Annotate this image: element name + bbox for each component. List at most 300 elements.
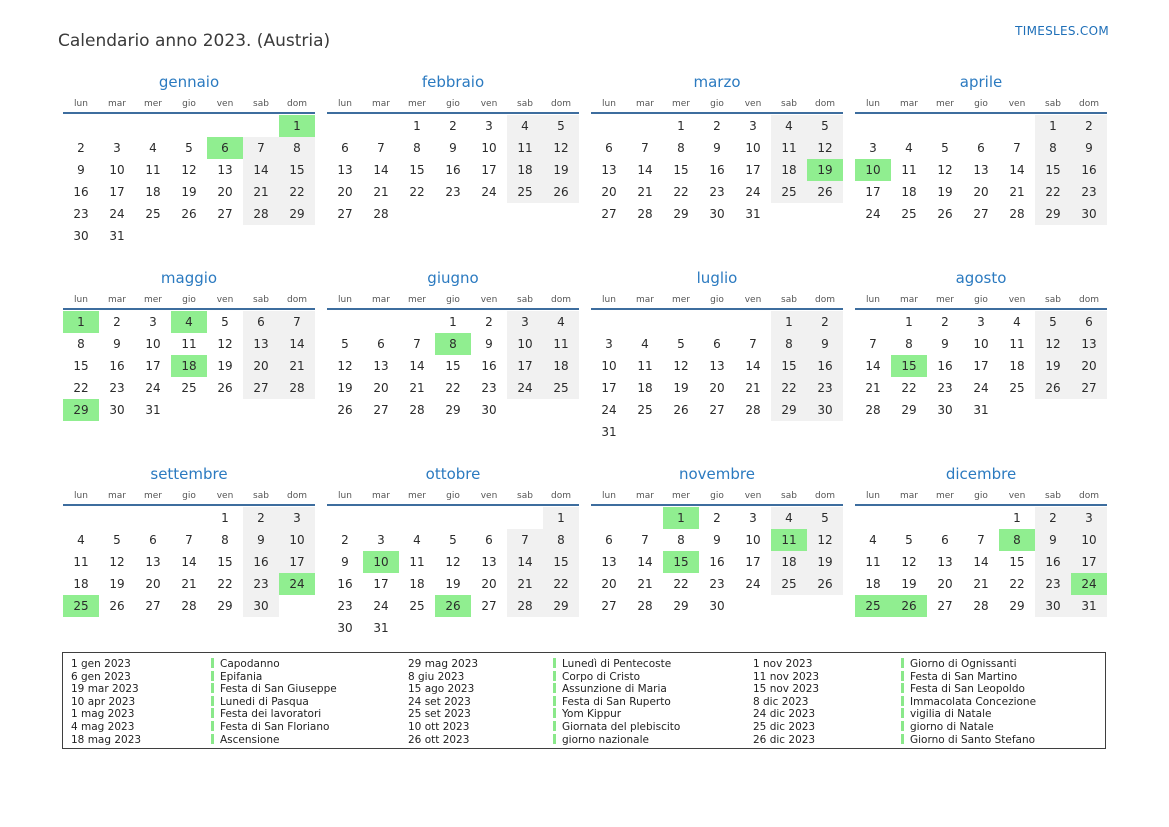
day-cell: 5 <box>449 533 457 547</box>
day-cell: 4 <box>77 533 85 547</box>
weekday-label: lun <box>338 99 352 109</box>
day-cell: 7 <box>977 533 985 547</box>
day-cell: 29 <box>901 403 917 417</box>
weekday-label: lun <box>602 99 616 109</box>
day-cell: 19 <box>543 159 579 181</box>
legend-date: 29 mag 2023 <box>408 658 479 670</box>
day-cell: 23 <box>1071 181 1107 203</box>
day-cell: 9 <box>1035 529 1071 551</box>
day-cell: 21 <box>745 381 761 395</box>
day-cell-holiday: 10 <box>855 159 891 181</box>
day-cell: 8 <box>221 533 229 547</box>
day-cell: 4 <box>1013 315 1021 329</box>
weekday-header <box>327 295 579 310</box>
day-cell: 4 <box>641 337 649 351</box>
day-cell: 29 <box>279 203 315 225</box>
day-cell: 4 <box>771 115 807 137</box>
day-cell: 17 <box>601 381 617 395</box>
day-cell: 12 <box>445 555 461 569</box>
weekday-label: mar <box>372 491 390 501</box>
day-grid <box>591 115 843 225</box>
day-cell: 24 <box>865 207 881 221</box>
day-cell: 3 <box>113 141 121 155</box>
day-cell: 9 <box>243 529 279 551</box>
day-cell: 8 <box>543 529 579 551</box>
day-cell: 29 <box>217 599 233 613</box>
day-cell: 7 <box>413 337 421 351</box>
legend-holiday-name: Giornata del plebiscito <box>553 721 753 734</box>
empty-cell <box>327 115 363 137</box>
day-cell: 25 <box>1009 381 1025 395</box>
weekday-label: sab <box>517 491 533 501</box>
day-cell: 21 <box>507 573 543 595</box>
empty-cell <box>363 115 399 137</box>
day-cell: 16 <box>937 359 953 373</box>
day-grid <box>327 311 579 421</box>
day-cell: 14 <box>745 359 761 373</box>
weekday-header <box>591 491 843 506</box>
empty-cell <box>999 115 1035 137</box>
day-cell: 24 <box>973 381 989 395</box>
day-cell: 9 <box>77 163 85 177</box>
day-cell: 15 <box>673 163 689 177</box>
day-cell: 5 <box>807 115 843 137</box>
legend-group <box>408 658 753 748</box>
weekday-label: lun <box>866 99 880 109</box>
day-cell: 23 <box>709 185 725 199</box>
day-cell: 31 <box>373 621 389 635</box>
day-cell: 17 <box>145 359 161 373</box>
day-cell: 1 <box>1035 115 1071 137</box>
day-cell: 16 <box>243 551 279 573</box>
day-cell: 23 <box>445 185 461 199</box>
legend-date: 26 ott 2023 <box>408 733 470 746</box>
weekday-header <box>855 491 1107 506</box>
day-cell: 17 <box>481 163 497 177</box>
weekday-label: ven <box>216 491 234 501</box>
legend-date: 1 mag 2023 <box>71 708 135 721</box>
day-cell: 25 <box>771 573 807 595</box>
day-cell: 23 <box>337 599 353 613</box>
legend-green-bar <box>901 671 904 681</box>
legend-green-bar <box>553 658 556 668</box>
weekday-label: ven <box>1008 491 1026 501</box>
empty-cell <box>471 507 507 529</box>
day-cell: 28 <box>745 403 761 417</box>
day-cell: 13 <box>937 555 953 569</box>
day-cell: 15 <box>1035 159 1071 181</box>
empty-cell <box>963 507 999 529</box>
day-cell: 8 <box>1035 137 1071 159</box>
day-cell: 30 <box>243 595 279 617</box>
legend-holiday-name: Assunzione di Maria <box>553 683 753 696</box>
legend-green-bar <box>211 721 214 731</box>
day-cell: 2 <box>807 311 843 333</box>
empty-cell <box>891 115 927 137</box>
day-cell: 25 <box>145 207 161 221</box>
day-cell: 22 <box>217 577 233 591</box>
weekday-label: dom <box>551 99 571 109</box>
day-cell-holiday: 26 <box>435 595 471 617</box>
day-cell: 16 <box>109 359 125 373</box>
day-cell: 18 <box>73 577 89 591</box>
day-cell: 28 <box>637 207 653 221</box>
legend-holiday-name: Yom Kippur <box>553 708 753 721</box>
weekday-label: gio <box>710 295 724 305</box>
empty-cell <box>927 115 963 137</box>
day-cell: 28 <box>1009 207 1025 221</box>
day-cell: 26 <box>337 403 353 417</box>
day-cell: 18 <box>771 159 807 181</box>
month-title: marzo <box>693 73 741 91</box>
empty-cell <box>507 507 543 529</box>
empty-cell <box>327 311 363 333</box>
day-cell: 13 <box>243 333 279 355</box>
weekday-label: lun <box>74 295 88 305</box>
day-cell: 2 <box>1071 115 1107 137</box>
day-cell-holiday: 1 <box>663 507 699 529</box>
month-maggio <box>63 268 315 443</box>
day-cell: 19 <box>181 185 197 199</box>
day-grid <box>591 507 843 617</box>
empty-cell <box>243 115 279 137</box>
weekday-label: mer <box>407 491 426 501</box>
day-cell: 22 <box>409 185 425 199</box>
weekday-label: dom <box>1079 491 1099 501</box>
weekday-label: lun <box>866 295 880 305</box>
day-cell: 23 <box>937 381 953 395</box>
weekday-label: dom <box>815 99 835 109</box>
day-cell: 4 <box>149 141 157 155</box>
day-cell: 4 <box>413 533 421 547</box>
day-grid <box>63 507 315 617</box>
month-title: luglio <box>696 269 738 287</box>
day-cell: 17 <box>865 185 881 199</box>
day-cell: 2 <box>77 141 85 155</box>
month-title: novembre <box>679 465 755 483</box>
day-cell-holiday: 1 <box>279 115 315 137</box>
day-cell: 17 <box>109 185 125 199</box>
day-cell: 15 <box>445 359 461 373</box>
day-cell: 11 <box>637 359 653 373</box>
month-luglio <box>591 268 843 443</box>
empty-cell <box>699 311 735 333</box>
weekday-label: sab <box>781 295 797 305</box>
weekday-label: gio <box>974 295 988 305</box>
day-cell-holiday: 24 <box>279 573 315 595</box>
day-cell: 3 <box>377 533 385 547</box>
day-cell: 14 <box>409 359 425 373</box>
legend-date: 8 dic 2023 <box>753 695 809 708</box>
day-cell: 9 <box>113 337 121 351</box>
day-cell: 14 <box>243 159 279 181</box>
day-cell: 30 <box>709 599 725 613</box>
day-grid <box>855 507 1107 617</box>
day-cell: 5 <box>221 315 229 329</box>
day-cell: 3 <box>1071 507 1107 529</box>
day-cell: 10 <box>109 163 125 177</box>
legend-date: 15 ago 2023 <box>408 683 475 696</box>
day-cell: 21 <box>1009 185 1025 199</box>
day-cell: 5 <box>543 115 579 137</box>
day-cell: 6 <box>1071 311 1107 333</box>
legend-date: 1 gen 2023 <box>71 658 131 670</box>
month-gennaio <box>63 72 315 247</box>
weekday-label: sab <box>1045 491 1061 501</box>
day-cell: 20 <box>337 185 353 199</box>
legend-green-bar <box>211 696 214 706</box>
day-cell: 11 <box>73 555 89 569</box>
empty-cell <box>891 507 927 529</box>
day-grid <box>63 311 315 421</box>
legend-green-bar <box>553 683 556 693</box>
weekday-label: sab <box>781 491 797 501</box>
day-cell: 28 <box>243 203 279 225</box>
day-cell: 28 <box>637 599 653 613</box>
weekday-label: lun <box>338 491 352 501</box>
month-dicembre <box>855 464 1107 639</box>
day-cell: 5 <box>1035 311 1071 333</box>
day-cell: 22 <box>771 377 807 399</box>
day-cell-holiday: 4 <box>171 311 207 333</box>
month-title: gennaio <box>158 73 220 91</box>
day-cell: 18 <box>145 185 161 199</box>
day-cell: 8 <box>905 337 913 351</box>
empty-cell <box>399 507 435 529</box>
legend-holiday-name: Epifania <box>211 671 408 684</box>
legend-green-bar <box>211 671 214 681</box>
empty-cell <box>399 311 435 333</box>
day-cell: 9 <box>713 533 721 547</box>
weekday-label: lun <box>866 491 880 501</box>
day-cell: 31 <box>109 229 125 243</box>
weekday-label: ven <box>216 295 234 305</box>
day-cell: 7 <box>279 311 315 333</box>
day-cell: 27 <box>243 377 279 399</box>
legend-green-bar <box>211 734 214 744</box>
day-cell: 12 <box>543 137 579 159</box>
day-cell: 25 <box>507 181 543 203</box>
month-febbraio <box>327 72 579 247</box>
day-cell: 20 <box>217 185 233 199</box>
day-cell: 16 <box>481 359 497 373</box>
legend-date: 6 gen 2023 <box>71 670 131 683</box>
weekday-label: mer <box>935 491 954 501</box>
day-cell: 18 <box>1009 359 1025 373</box>
day-cell: 27 <box>1071 377 1107 399</box>
weekday-label: gio <box>974 99 988 109</box>
day-cell: 25 <box>637 403 653 417</box>
day-cell: 22 <box>445 381 461 395</box>
legend-date: 24 set 2023 <box>408 695 471 708</box>
day-cell: 30 <box>73 229 89 243</box>
day-cell: 7 <box>1013 141 1021 155</box>
day-cell: 19 <box>673 381 689 395</box>
day-cell: 19 <box>807 551 843 573</box>
legend-holiday-name: Festa di San Ruperto <box>553 696 753 709</box>
day-cell: 2 <box>713 511 721 525</box>
day-cell: 2 <box>243 507 279 529</box>
day-cell: 28 <box>409 403 425 417</box>
day-cell: 11 <box>865 555 881 569</box>
empty-cell <box>135 507 171 529</box>
legend-group <box>71 658 408 748</box>
month-title: settembre <box>150 465 228 483</box>
empty-cell <box>591 507 627 529</box>
empty-cell <box>627 311 663 333</box>
day-cell-holiday: 19 <box>807 159 843 181</box>
legend-holiday-name: Ascensione <box>211 734 408 747</box>
legend-holiday-name: Giorno di Santo Stefano <box>901 734 1036 747</box>
empty-cell <box>327 507 363 529</box>
weekday-label: mar <box>372 99 390 109</box>
weekday-label: sab <box>781 99 797 109</box>
day-cell: 22 <box>1035 181 1071 203</box>
day-cell: 24 <box>145 381 161 395</box>
day-cell: 10 <box>973 337 989 351</box>
day-cell: 29 <box>771 399 807 421</box>
day-cell: 18 <box>901 185 917 199</box>
legend-date: 18 mag 2023 <box>71 733 142 746</box>
legend-date: 26 dic 2023 <box>753 733 816 746</box>
day-cell: 22 <box>543 573 579 595</box>
day-cell: 18 <box>409 577 425 591</box>
day-cell: 30 <box>709 207 725 221</box>
weekday-label: dom <box>815 491 835 501</box>
day-cell: 10 <box>601 359 617 373</box>
day-cell: 3 <box>749 119 757 133</box>
day-cell: 2 <box>485 315 493 329</box>
day-cell: 22 <box>673 577 689 591</box>
day-cell: 12 <box>109 555 125 569</box>
day-cell: 27 <box>337 207 353 221</box>
day-cell: 17 <box>373 577 389 591</box>
day-cell: 22 <box>901 381 917 395</box>
day-cell: 9 <box>485 337 493 351</box>
weekday-label: mar <box>900 491 918 501</box>
day-cell: 31 <box>145 403 161 417</box>
weekday-label: sab <box>517 99 533 109</box>
day-cell: 7 <box>641 141 649 155</box>
day-cell: 8 <box>677 533 685 547</box>
day-cell: 29 <box>1009 599 1025 613</box>
weekday-label: sab <box>253 295 269 305</box>
day-cell: 20 <box>601 185 617 199</box>
weekday-label: dom <box>287 491 307 501</box>
weekday-label: mer <box>407 99 426 109</box>
day-cell: 20 <box>481 577 497 591</box>
day-cell: 20 <box>601 577 617 591</box>
day-cell: 25 <box>409 599 425 613</box>
day-cell: 7 <box>377 141 385 155</box>
day-cell: 10 <box>745 141 761 155</box>
day-cell-holiday: 6 <box>207 137 243 159</box>
month-title: dicembre <box>945 465 1017 483</box>
day-cell: 1 <box>221 511 229 525</box>
day-cell-holiday: 15 <box>891 355 927 377</box>
legend-holiday-name: Festa dei lavoratori <box>211 708 408 721</box>
weekday-label: lun <box>74 99 88 109</box>
day-cell: 26 <box>109 599 125 613</box>
legend-green-bar <box>901 708 904 718</box>
day-cell: 11 <box>543 333 579 355</box>
day-cell: 14 <box>637 163 653 177</box>
empty-cell <box>663 311 699 333</box>
empty-cell <box>963 115 999 137</box>
day-cell: 29 <box>445 403 461 417</box>
day-cell: 28 <box>865 403 881 417</box>
day-cell: 13 <box>217 163 233 177</box>
day-cell-holiday: 18 <box>171 355 207 377</box>
day-cell: 11 <box>409 555 425 569</box>
day-grid <box>855 115 1107 225</box>
day-cell: 13 <box>1071 333 1107 355</box>
day-cell: 16 <box>709 555 725 569</box>
month-title: ottobre <box>425 465 481 483</box>
day-cell: 11 <box>507 137 543 159</box>
day-cell: 16 <box>1035 551 1071 573</box>
day-cell-holiday: 11 <box>771 529 807 551</box>
day-cell: 8 <box>279 137 315 159</box>
weekday-label: sab <box>517 295 533 305</box>
day-cell: 21 <box>973 577 989 591</box>
day-cell-holiday: 26 <box>891 595 927 617</box>
weekday-label: gio <box>182 491 196 501</box>
empty-cell <box>855 507 891 529</box>
day-cell: 20 <box>373 381 389 395</box>
legend-green-bar <box>901 696 904 706</box>
legend-date: 15 nov 2023 <box>753 683 820 696</box>
day-cell: 26 <box>807 573 843 595</box>
weekday-label: mer <box>935 295 954 305</box>
day-cell: 12 <box>217 337 233 351</box>
legend-date: 4 mag 2023 <box>71 720 135 733</box>
empty-cell <box>99 115 135 137</box>
legend-green-bar <box>553 696 556 706</box>
weekday-label: mar <box>636 295 654 305</box>
day-cell: 9 <box>807 333 843 355</box>
day-cell: 30 <box>337 621 353 635</box>
legend-group <box>753 658 1036 748</box>
day-cell: 21 <box>637 185 653 199</box>
day-cell-holiday: 25 <box>63 595 99 617</box>
day-cell: 10 <box>145 337 161 351</box>
day-grid <box>63 115 315 247</box>
day-cell: 11 <box>145 163 161 177</box>
day-cell: 4 <box>905 141 913 155</box>
day-cell: 18 <box>771 551 807 573</box>
day-cell: 12 <box>673 359 689 373</box>
weekday-label: gio <box>710 99 724 109</box>
months-grid <box>63 72 1108 639</box>
day-cell: 6 <box>341 141 349 155</box>
day-grid <box>327 507 579 639</box>
day-cell: 21 <box>865 381 881 395</box>
day-cell: 11 <box>771 137 807 159</box>
day-cell: 9 <box>713 141 721 155</box>
day-cell-holiday: 29 <box>63 399 99 421</box>
legend-green-bar <box>211 708 214 718</box>
day-cell-holiday: 1 <box>63 311 99 333</box>
legend-holiday-name: Festa di San Floriano <box>211 721 408 734</box>
day-cell: 16 <box>709 163 725 177</box>
brand-link[interactable]: TIMESLES.COM <box>1015 24 1109 38</box>
day-cell: 9 <box>449 141 457 155</box>
day-cell: 5 <box>941 141 949 155</box>
day-cell: 21 <box>243 181 279 203</box>
day-cell: 12 <box>807 137 843 159</box>
weekday-label: gio <box>182 295 196 305</box>
